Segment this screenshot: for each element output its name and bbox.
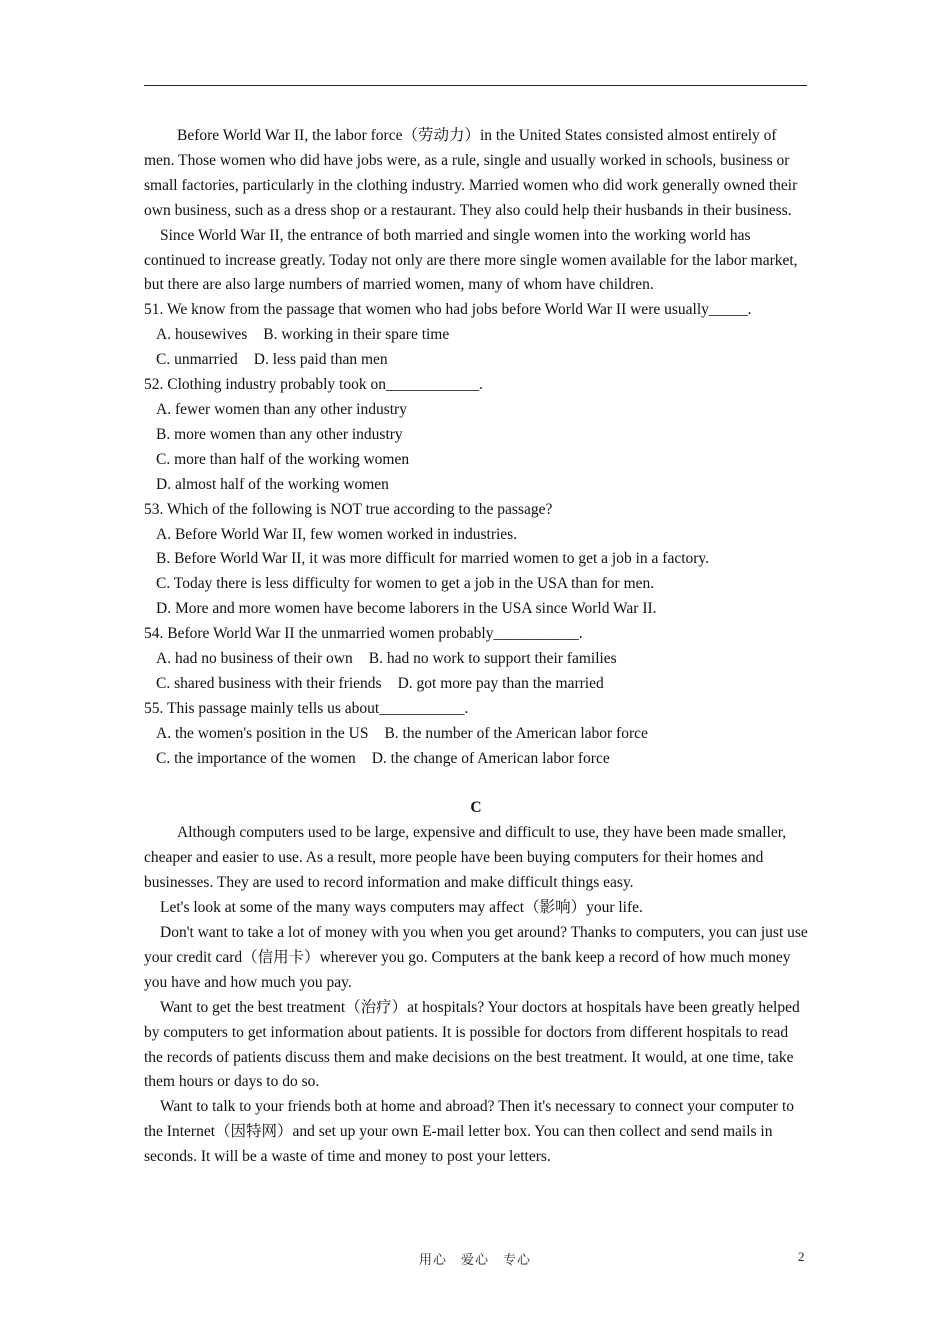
answer-option: C. more than half of the working women	[156, 450, 410, 468]
passage-b-paragraph-2: Since World War II, the entrance of both married and single women into the working world has continued to increase greatly. Today not only are there more single women available for the labor market, but there are also large numbers of married women, many of whom have children.	[144, 226, 798, 294]
option-row	[144, 523, 808, 548]
question-list	[144, 298, 808, 771]
answer-option: D. almost half of the working women	[156, 475, 389, 493]
question-stem: 55. This passage mainly tells us about___________.	[144, 699, 469, 717]
option-row	[144, 747, 808, 772]
option-row	[144, 672, 808, 697]
option-row	[144, 722, 808, 747]
answer-option: A. the women's position in the US	[156, 724, 369, 742]
passage-c-paragraph-3: Don't want to take a lot of money with you when you get around? Thanks to computers, you can just use your credit card（信用卡）wherever you go. Computers at the bank keep a record of how much money you have and how much you pay.	[144, 923, 808, 991]
question-stem: 52. Clothing industry probably took on____________.	[144, 376, 483, 394]
option-row	[144, 423, 808, 448]
answer-option: C. shared business with their friends	[156, 674, 382, 692]
answer-option: D. the change of American labor force	[371, 749, 610, 767]
answer-option: B. working in their spare time	[263, 326, 450, 344]
option-row	[144, 398, 808, 423]
passage-c-paragraph-4: Want to get the best treatment（治疗）at hospitals? Your doctors at hospitals have been greatly helped by computers to get information about patients. It is possible for doctors from different hospitals to read the records of patients discuss them and make decisions on the best treatment. It would, at one time, take them hours or days to do so.	[144, 998, 800, 1091]
option-row	[144, 473, 808, 498]
section-gap	[144, 772, 808, 797]
answer-option: B. had no work to support their families	[368, 650, 617, 668]
page-number: 2	[798, 1249, 805, 1264]
answer-option: B. Before World War II, it was more difficult for married women to get a job in a factory.	[156, 550, 710, 568]
passage-c-paragraph-2: Let's look at some of the many ways computers may affect（影响）your life.	[160, 899, 643, 917]
answer-option: A. fewer women than any other industry	[156, 400, 407, 418]
answer-option: D. got more pay than the married	[397, 674, 604, 692]
answer-option: A. Before World War II, few women worked in industries.	[156, 525, 518, 543]
option-row	[144, 348, 808, 373]
option-row	[144, 323, 808, 348]
passage-c-paragraph-1: Although computers used to be large, expensive and difficult to use, they have been made smaller, cheaper and easier to use. As a result, more people have been buying computers for their homes and businesses. They are used to record information and make difficult things easy.	[144, 824, 787, 892]
answer-option: C. the importance of the women	[156, 749, 356, 767]
option-row	[144, 597, 808, 622]
header-rule	[144, 85, 807, 86]
answer-option: C. unmarried	[156, 351, 238, 369]
answer-option: B. the number of the American labor force	[384, 724, 648, 742]
passage-b-paragraph-1: Before World War II, the labor force（劳动力）in the United States consisted almost entirely of men. Those women who did have jobs were, as a rule, single and usually worked in schools, business or small factories, particularly in the clothing industry. Married women who did work generally owned their own business, such as a dress shop or a restaurant. They also could help their husbands in their business.	[144, 127, 798, 219]
option-row	[144, 647, 808, 672]
question-stem: 53. Which of the following is NOT true according to the passage?	[144, 500, 553, 518]
answer-option: D. More and more women have become laborers in the USA since World War II.	[156, 600, 657, 618]
section-c-heading: C	[470, 799, 482, 817]
page-content	[144, 124, 808, 1170]
passage-c-paragraph-5: Want to talk to your friends both at home and abroad? Then it's necessary to connect your computer to the Internet（因特网）and set up your own E-mail letter box. You can then collect and send mails in seconds. It will be a waste of time and money to post your letters.	[144, 1098, 794, 1166]
question-stem: 51. We know from the passage that women who had jobs before World War II were usually_____.	[144, 301, 752, 319]
option-row	[144, 572, 808, 597]
answer-option: D. less paid than men	[253, 351, 388, 369]
answer-option: A. had no business of their own	[156, 650, 353, 668]
answer-option: B. more women than any other industry	[156, 425, 403, 443]
option-row	[144, 448, 808, 473]
question-stem: 54. Before World War II the unmarried women probably___________.	[144, 625, 583, 643]
option-row	[144, 547, 808, 572]
answer-option: A. housewives	[156, 326, 248, 344]
footer-motto: 用心 爱心 专心	[418, 1252, 531, 1267]
answer-option: C. Today there is less difficulty for women to get a job in the USA than for men.	[156, 575, 655, 593]
